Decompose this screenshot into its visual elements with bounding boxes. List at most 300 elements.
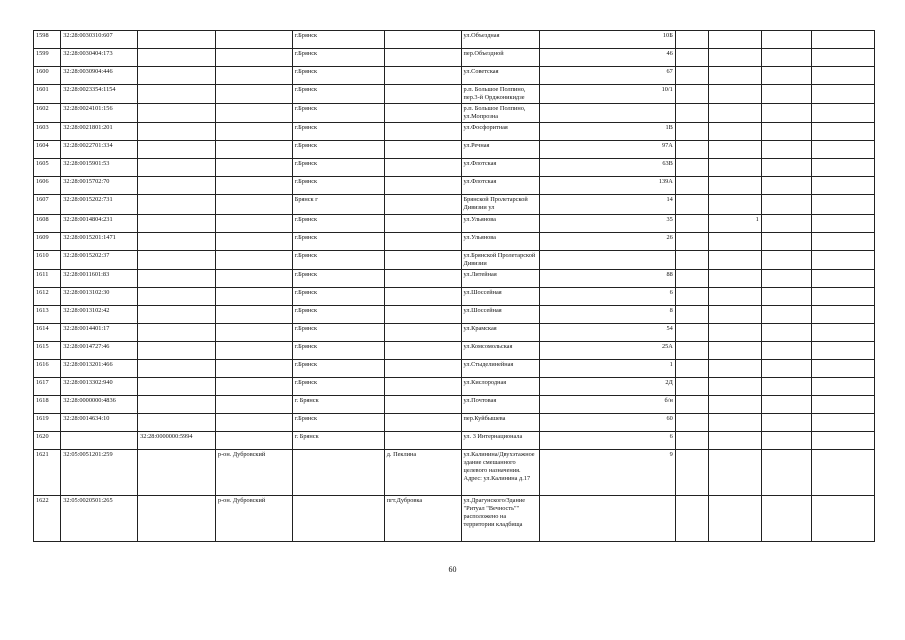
cell-street: ул.Драгунского/Здание "Ритуал "Вечность"" расположено на территории кладбища: [461, 496, 540, 542]
table-row: [34, 496, 875, 542]
cell-c3: [761, 141, 812, 159]
cell-c1: [675, 31, 708, 49]
cell-locality: д. Пеклина: [384, 450, 461, 496]
cell-n: 1617: [34, 378, 61, 396]
cell-n: 1610: [34, 251, 61, 270]
table-row: [34, 324, 875, 342]
cell-cad2: 32:28:0000000:5994: [138, 432, 216, 450]
cell-extra: [812, 306, 875, 324]
cell-cad2: [138, 215, 216, 233]
cell-cad: 32:28:0014727:46: [61, 342, 138, 360]
cell-cad: 32:28:0015202:731: [61, 195, 138, 215]
cell-district: [215, 432, 292, 450]
cell-c1: [675, 324, 708, 342]
cell-c2: [709, 177, 762, 195]
cell-street: ул.Советская: [461, 67, 540, 85]
cell-locality: [384, 159, 461, 177]
cell-district: [215, 396, 292, 414]
cell-c2: [709, 195, 762, 215]
cell-district: [215, 123, 292, 141]
cell-c2: [709, 432, 762, 450]
cell-cad: 32:28:0013102:42: [61, 306, 138, 324]
cell-c1: [675, 177, 708, 195]
cell-cad2: [138, 85, 216, 104]
table-row: [34, 104, 875, 123]
cell-cad2: [138, 31, 216, 49]
cell-district: [215, 288, 292, 306]
cell-n: 1613: [34, 306, 61, 324]
cell-extra: [812, 123, 875, 141]
cell-c2: [709, 123, 762, 141]
cell-cad2: [138, 251, 216, 270]
cell-c2: [709, 450, 762, 496]
cell-city: [292, 450, 384, 496]
cell-extra: [812, 67, 875, 85]
cell-c1: [675, 342, 708, 360]
cell-c1: [675, 67, 708, 85]
table-row: [34, 450, 875, 496]
cell-locality: [384, 85, 461, 104]
cell-street: ул.Кислородная: [461, 378, 540, 396]
cell-cad2: [138, 288, 216, 306]
cell-city: г.Брянск: [292, 360, 384, 378]
cell-n: 1622: [34, 496, 61, 542]
cell-district: [215, 378, 292, 396]
cell-cad: 32:05:0051201:259: [61, 450, 138, 496]
cell-n: 1603: [34, 123, 61, 141]
cell-street: ул.Речная: [461, 141, 540, 159]
cell-c3: [761, 67, 812, 85]
cell-district: [215, 141, 292, 159]
cell-locality: [384, 177, 461, 195]
cell-city: г.Брянск: [292, 306, 384, 324]
cell-locality: [384, 233, 461, 251]
cell-cad: 32:28:0013201:466: [61, 360, 138, 378]
cell-locality: [384, 251, 461, 270]
cell-extra: [812, 378, 875, 396]
table-row: [34, 31, 875, 49]
cell-locality: [384, 67, 461, 85]
cell-c2: [709, 288, 762, 306]
cell-district: р-он. Дубровский: [215, 496, 292, 542]
cell-district: [215, 251, 292, 270]
cell-c3: [761, 251, 812, 270]
cell-cad2: [138, 67, 216, 85]
cell-locality: [384, 215, 461, 233]
cell-c3: [761, 432, 812, 450]
cell-city: г.Брянск: [292, 177, 384, 195]
cell-cad2: [138, 360, 216, 378]
cell-city: г.Брянск: [292, 251, 384, 270]
cell-district: [215, 360, 292, 378]
cell-district: [215, 342, 292, 360]
cell-c2: [709, 324, 762, 342]
cell-house: 1: [540, 360, 675, 378]
cell-n: 1615: [34, 342, 61, 360]
cell-extra: [812, 31, 875, 49]
cell-cad2: [138, 324, 216, 342]
cell-c3: [761, 414, 812, 432]
cell-street: ул.Почтовая: [461, 396, 540, 414]
cell-c2: [709, 306, 762, 324]
cell-c2: [709, 270, 762, 288]
cell-city: г.Брянск: [292, 378, 384, 396]
cell-city: г.Брянск: [292, 85, 384, 104]
cell-street: ул.Ульянова: [461, 215, 540, 233]
cell-street: пер.Объездной: [461, 49, 540, 67]
cell-extra: [812, 288, 875, 306]
cell-n: 1599: [34, 49, 61, 67]
cell-extra: [812, 49, 875, 67]
cell-extra: [812, 141, 875, 159]
cell-city: [292, 496, 384, 542]
cell-cad: 32:28:0030404:173: [61, 49, 138, 67]
cell-cad: 32:28:0015202:37: [61, 251, 138, 270]
table-row: [34, 342, 875, 360]
cell-district: [215, 67, 292, 85]
cell-locality: пгт.Дубровка: [384, 496, 461, 542]
cell-cad2: [138, 104, 216, 123]
table-row: [34, 67, 875, 85]
cell-locality: [384, 306, 461, 324]
cell-cad: 32:05:0020501:265: [61, 496, 138, 542]
cell-extra: [812, 177, 875, 195]
cell-house: [540, 496, 675, 542]
cell-c2: [709, 378, 762, 396]
cell-extra: [812, 432, 875, 450]
cell-cad2: [138, 141, 216, 159]
cell-street: ул.Шоссейная: [461, 288, 540, 306]
cell-c1: [675, 432, 708, 450]
cell-n: 1609: [34, 233, 61, 251]
cell-extra: [812, 450, 875, 496]
cell-cad2: [138, 159, 216, 177]
cell-c1: [675, 360, 708, 378]
cell-street: ул.Крамская: [461, 324, 540, 342]
cell-c1: [675, 123, 708, 141]
cell-c1: [675, 414, 708, 432]
cell-cad: 32:28:0000000:4836: [61, 396, 138, 414]
cell-cad2: [138, 414, 216, 432]
cell-locality: [384, 123, 461, 141]
cell-c2: [709, 159, 762, 177]
cell-house: 10/1: [540, 85, 675, 104]
cell-cad: 32:28:0013302:940: [61, 378, 138, 396]
cell-district: [215, 31, 292, 49]
cell-extra: [812, 270, 875, 288]
cell-c2: [709, 104, 762, 123]
cell-c3: [761, 215, 812, 233]
table-row: [34, 49, 875, 67]
cell-c3: [761, 342, 812, 360]
cell-city: г.Брянск: [292, 342, 384, 360]
cell-c3: [761, 159, 812, 177]
cell-district: [215, 233, 292, 251]
cell-locality: [384, 270, 461, 288]
cell-c2: [709, 85, 762, 104]
cell-cad2: [138, 450, 216, 496]
cell-cad: 32:28:0024101:156: [61, 104, 138, 123]
cell-city: г.Брянск: [292, 270, 384, 288]
cell-district: [215, 270, 292, 288]
cell-house: 60: [540, 414, 675, 432]
cell-n: 1620: [34, 432, 61, 450]
cell-house: 8: [540, 306, 675, 324]
table-row: [34, 215, 875, 233]
cell-house: 25А: [540, 342, 675, 360]
cell-house: 6: [540, 432, 675, 450]
cell-cad: 32:28:0013102:30: [61, 288, 138, 306]
table-row: [34, 123, 875, 141]
cell-city: Брянск г: [292, 195, 384, 215]
cell-cad2: [138, 306, 216, 324]
cell-cad2: [138, 233, 216, 251]
cell-locality: [384, 342, 461, 360]
cell-house: 63В: [540, 159, 675, 177]
cell-n: 1606: [34, 177, 61, 195]
cell-n: 1611: [34, 270, 61, 288]
cell-c3: [761, 195, 812, 215]
cell-cad2: [138, 396, 216, 414]
table-row: [34, 85, 875, 104]
cell-c1: [675, 288, 708, 306]
table-row: [34, 270, 875, 288]
table-row: [34, 360, 875, 378]
cell-district: р-он. Дубровский: [215, 450, 292, 496]
page-number: 60: [448, 565, 457, 574]
cell-house: 97А: [540, 141, 675, 159]
table-row: [34, 141, 875, 159]
cell-house: 67: [540, 67, 675, 85]
cell-city: г.Брянск: [292, 67, 384, 85]
cell-c3: [761, 288, 812, 306]
cell-c2: [709, 251, 762, 270]
cell-c2: [709, 49, 762, 67]
cell-c3: [761, 306, 812, 324]
cell-locality: [384, 195, 461, 215]
cell-c1: [675, 104, 708, 123]
cell-district: [215, 85, 292, 104]
cell-locality: [384, 396, 461, 414]
cell-extra: [812, 396, 875, 414]
cell-district: [215, 306, 292, 324]
cell-n: 1602: [34, 104, 61, 123]
cell-cad: 32:28:0023354:1154: [61, 85, 138, 104]
cell-street: р.п. Большое Полпино, пер.3-й Орджоникидзе: [461, 85, 540, 104]
cell-c2: [709, 342, 762, 360]
cell-cad: 32:28:0015201:1471: [61, 233, 138, 251]
cell-c2: [709, 233, 762, 251]
table-row: [34, 414, 875, 432]
cell-extra: [812, 414, 875, 432]
cell-city: г. Брянск: [292, 432, 384, 450]
cell-c3: [761, 233, 812, 251]
cell-c1: [675, 141, 708, 159]
cell-locality: [384, 49, 461, 67]
cell-c2: [709, 141, 762, 159]
cell-c1: [675, 215, 708, 233]
cell-house: 54: [540, 324, 675, 342]
table-row: [34, 195, 875, 215]
cell-locality: [384, 104, 461, 123]
cell-c1: [675, 306, 708, 324]
cell-district: [215, 195, 292, 215]
table-row: [34, 396, 875, 414]
cell-house: [540, 251, 675, 270]
cell-c2: [709, 496, 762, 542]
cell-cad: 32:28:0014401:17: [61, 324, 138, 342]
cell-extra: [812, 195, 875, 215]
cell-house: б/н: [540, 396, 675, 414]
cell-street: ул.Комсомольская: [461, 342, 540, 360]
cell-n: 1618: [34, 396, 61, 414]
cell-house: 6: [540, 288, 675, 306]
cell-cad2: [138, 378, 216, 396]
cell-locality: [384, 378, 461, 396]
cell-c3: [761, 324, 812, 342]
cell-cad: 32:28:0030904:446: [61, 67, 138, 85]
cell-street: ул.Брянской Пролетарской Дивизии: [461, 251, 540, 270]
cell-n: 1616: [34, 360, 61, 378]
cell-house: 46: [540, 49, 675, 67]
cell-extra: [812, 233, 875, 251]
cell-cad2: [138, 49, 216, 67]
cell-n: 1619: [34, 414, 61, 432]
cell-district: [215, 215, 292, 233]
cell-c1: [675, 270, 708, 288]
cell-cad2: [138, 270, 216, 288]
cell-c3: [761, 104, 812, 123]
cell-n: 1605: [34, 159, 61, 177]
table-row: [34, 306, 875, 324]
cell-house: 88: [540, 270, 675, 288]
cell-n: 1601: [34, 85, 61, 104]
cell-street: ул.Объездная: [461, 31, 540, 49]
cell-c1: [675, 378, 708, 396]
cell-c1: [675, 85, 708, 104]
cell-extra: [812, 85, 875, 104]
cell-street: ул.Шоссейная: [461, 306, 540, 324]
cell-c3: [761, 360, 812, 378]
cell-cad2: [138, 123, 216, 141]
cell-c3: [761, 396, 812, 414]
cell-district: [215, 104, 292, 123]
cell-n: 1614: [34, 324, 61, 342]
cell-cad: 32:28:0022701:334: [61, 141, 138, 159]
cell-extra: [812, 342, 875, 360]
cell-c3: [761, 450, 812, 496]
cell-district: [215, 49, 292, 67]
cell-house: 10Б: [540, 31, 675, 49]
cell-street: ул. 3 Интернационала: [461, 432, 540, 450]
cell-city: г.Брянск: [292, 31, 384, 49]
cell-house: 139А: [540, 177, 675, 195]
cell-c3: [761, 378, 812, 396]
cell-city: г.Брянск: [292, 49, 384, 67]
cell-c3: [761, 270, 812, 288]
cell-extra: [812, 251, 875, 270]
cell-city: г.Брянск: [292, 104, 384, 123]
cell-house: 26: [540, 233, 675, 251]
table-row: [34, 233, 875, 251]
cell-c3: [761, 123, 812, 141]
cell-street: ул.Флотская: [461, 177, 540, 195]
cell-street: ул.Флотская: [461, 159, 540, 177]
cell-house: 2Д: [540, 378, 675, 396]
cell-c1: [675, 233, 708, 251]
cell-cad: 32:28:0011601:83: [61, 270, 138, 288]
cell-street: Брянской Пролетарской Дивизии ул: [461, 195, 540, 215]
cell-city: г.Брянск: [292, 233, 384, 251]
table-row: [34, 288, 875, 306]
cell-house: [540, 104, 675, 123]
table-row: [34, 378, 875, 396]
table-row: [34, 251, 875, 270]
cell-extra: [812, 159, 875, 177]
cell-c2: [709, 396, 762, 414]
cell-house: 14: [540, 195, 675, 215]
cell-extra: [812, 324, 875, 342]
cell-n: 1607: [34, 195, 61, 215]
cell-district: [215, 177, 292, 195]
cell-c3: [761, 177, 812, 195]
cell-c1: [675, 496, 708, 542]
cell-n: 1600: [34, 67, 61, 85]
table-row: [34, 159, 875, 177]
cell-street: пер.Куйбышева: [461, 414, 540, 432]
cell-locality: [384, 141, 461, 159]
cell-c3: [761, 496, 812, 542]
cell-locality: [384, 414, 461, 432]
cell-house: 1В: [540, 123, 675, 141]
cell-c3: [761, 49, 812, 67]
cell-city: г.Брянск: [292, 324, 384, 342]
cell-city: г.Брянск: [292, 141, 384, 159]
cell-c1: [675, 450, 708, 496]
cell-cad: 32:28:0021801:201: [61, 123, 138, 141]
cell-locality: [384, 360, 461, 378]
cell-c1: [675, 49, 708, 67]
cell-c2: 1: [709, 215, 762, 233]
cell-cad: 32:28:0014634:10: [61, 414, 138, 432]
cell-extra: [812, 104, 875, 123]
cell-c2: [709, 67, 762, 85]
cell-n: 1608: [34, 215, 61, 233]
table-row: [34, 177, 875, 195]
cell-cad: [61, 432, 138, 450]
cell-street: ул.Фосфоритная: [461, 123, 540, 141]
cell-n: 1604: [34, 141, 61, 159]
cell-cad: 32:28:0030310:607: [61, 31, 138, 49]
cell-c1: [675, 396, 708, 414]
cell-house: 35: [540, 215, 675, 233]
cell-district: [215, 414, 292, 432]
cell-c1: [675, 251, 708, 270]
cell-district: [215, 159, 292, 177]
cell-n: 1598: [34, 31, 61, 49]
cell-locality: [384, 288, 461, 306]
cell-cad: 32:28:0015901:53: [61, 159, 138, 177]
cell-extra: [812, 215, 875, 233]
cell-locality: [384, 324, 461, 342]
cell-street: ул.Стыделинейная: [461, 360, 540, 378]
cell-cad2: [138, 342, 216, 360]
cell-house: 9: [540, 450, 675, 496]
cell-n: 1612: [34, 288, 61, 306]
cell-city: г.Брянск: [292, 414, 384, 432]
cell-cad: 32:28:0014804:231: [61, 215, 138, 233]
cell-c3: [761, 31, 812, 49]
